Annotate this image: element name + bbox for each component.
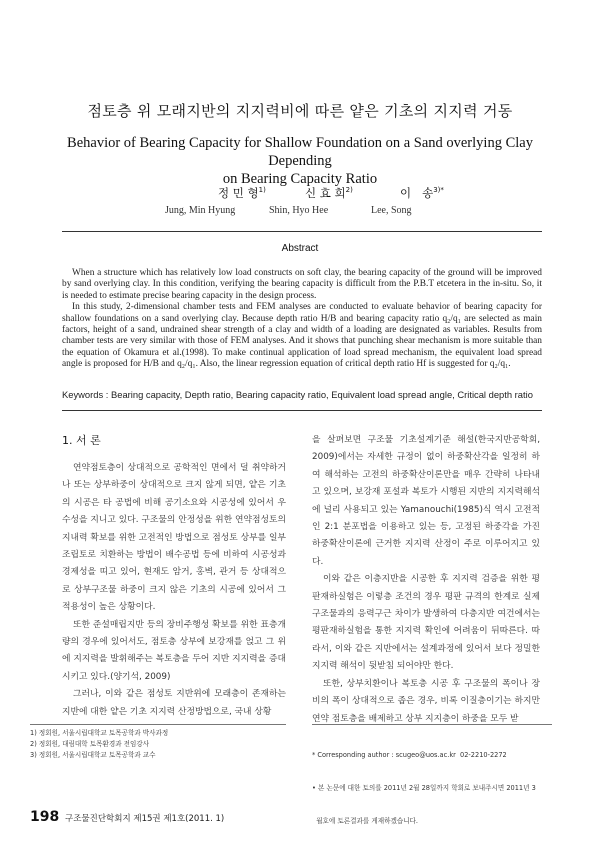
body-paragraph: 또한, 상부치환이나 복토층 시공 후 구조물의 폭이나 장비의 폭이 상대적으로 좁은 경우, 비록 이질층이기는 하지만 연약 점토층을 배제하고 상부 지지층이 하중을 모두 받 xyxy=(312,678,540,724)
footnote-rule-left xyxy=(30,724,286,725)
author-1-korean: 정 민 형$^{1)}$ xyxy=(218,186,266,200)
body-paragraph: 연약점토층이 상대적으로 공학적인 면에서 덜 취약하거나 또는 상부하중이 상대적으로 크지 않게 되면, 얕은 기초의 시공은 타 공법에 비해 공기소요와 시공성에 있어서 우수성을 지니고 있다. 구조물의 안정성을 위한 연약점성토의 지내력 확보를 위한 고전적인 방법으로 점성토 상부를 일부 조립토로 치환하는 방법이 배수공법 등에 비하여 시공성과 경제성을 띠고 있어, 현재도 암거, 홍벽, 관거 등 상대적으로 상부구조물 하중이 크지 않은 기초의 시공에 있어서 그 적용성이 높은 상황이다. xyxy=(62,463,286,613)
page-number: 198 xyxy=(30,809,60,825)
footnote-item: * Corresponding author : scugeo@uos.ac.kr 02-2210-2272 xyxy=(312,751,507,759)
body-right-column xyxy=(312,432,540,728)
abstract-paragraph-1: When a structure which has relatively low load constructs on soft clay, the bearing capacity of the ground will be improved by sand overlying clay. In this condition, verifying the bearing capacity is difficult from the P.B.T etcetera in the in-situ. So, it is needed to estimate precise bearing capacity in the design process. xyxy=(62,268,542,301)
author-2-korean: 신 효 희$^{2)}$ xyxy=(305,186,353,200)
body-left-column xyxy=(62,460,286,721)
footnote-item: • 본 논문에 대한 토의를 2011년 2월 28일까지 학회로 보내주시면 2011년 3 xyxy=(312,784,536,792)
title-en-line-2: on Bearing Capacity Ratio xyxy=(222,171,378,187)
author-1-english: Jung, Min Hyung xyxy=(165,205,236,216)
title-en-line-1: Behavior of Bearing Capacity for Shallow Foundation on a Sand overlying Clay Depending xyxy=(67,135,533,169)
footnote-item: 3) 정회원, 서울시립대학교 토목공학과 교수 xyxy=(30,751,156,759)
abstract-paragraph-2: In this study, 2-dimensional chamber tests and FEM analyses are conducted to evaluate behavior of bearing capacity for shallow foundations on a sand overlying clay. Because depth ratio H/B and bearing capacity ratio q₂/q₁ are selected as main factors, height of a sand, undrained shear strength of a clay and width of a loading are designated as variables. Results from chamber tests are very similar with those of FEM analyses. And it shows that punching shear mechanism is more suitable than the equation of Okamura et al.(1998). To make continual application of load spread mechanism, the equivalent load spread angle is proposed for H/B and q₂/q₁. Also, the linear regression equation of critical depth ratio Hf is suggested for q₂/q₁. xyxy=(62,302,542,370)
author-3-korean: 이 송$^{3)*}$ xyxy=(400,186,444,200)
footnotes-right xyxy=(312,728,552,838)
abstract-body xyxy=(62,268,542,371)
keywords-list: : Bearing capacity, Depth ratio, Bearing capacity ratio, Equivalent load spread angle, Critical depth ratio xyxy=(103,389,533,400)
paper-title-korean: 점토층 위 모래지반의 지지력비에 따른 얕은 기초의 지지력 거동 xyxy=(87,102,513,120)
footnote-item: 1) 정회원, 서울시립대학교 토목공학과 박사과정 xyxy=(30,729,169,737)
keywords-label: Keywords xyxy=(62,389,104,400)
keywords-line xyxy=(62,389,542,400)
footnotes-left xyxy=(30,728,286,761)
body-paragraph: 을 살펴보면 구조물 기초설계기준 해설(한국지반공학회, 2009)에서는 자세한 규정이 없이 하중확산각을 일정히 하여 해석하는 고전의 하중확산이론만을 매우 간략히 나타내고 있으며, 보강재 포설과 복토가 시행된 지반의 지지력해석에 널리 사용되고 있는 Yamanouchi(1985)식 역시 고전적인 2:1 분포법을 이용하고 있는 등, 고정된 하중각을 가진 하중확산이론에 근거한 지지력 산정이 주로 이루어지고 있다. xyxy=(312,435,540,567)
footnote-item: 2) 정회원, 대림대학 토목환경과 전임강사 xyxy=(30,740,150,748)
author-3-english: Lee, Song xyxy=(371,205,412,216)
abstract-heading: Abstract xyxy=(281,243,319,254)
body-paragraph: 이와 같은 이층지반을 시공한 후 지지력 검증을 위한 평판재하실험은 이렇층 조건의 경우 평판 규격의 한계로 실제 구조물과의 응력구근 차이가 발생하여 다층지반 여건에서는 평판재하실험을 통한 지지력 확인에 어려움이 뒤따른다. 따라서, 이와 같은 지반에서는 설계과정에 있어서 보다 정밀한 지지력 해석이 뒷받침 되어야만 한다. xyxy=(312,574,540,672)
section-heading-introduction: 1. 서 론 xyxy=(62,434,101,447)
author-2-english: Shin, Hyo Hee xyxy=(269,205,329,216)
footnote-item: 월호에 토론결과를 게재하겠습니다. xyxy=(312,817,419,825)
body-paragraph: 그러나, 이와 같은 점성토 지반위에 모래층이 존재하는 지반에 대한 얕은 기초 지지력 산정방법으로, 국내 상황 xyxy=(62,689,286,717)
abstract-top-rule xyxy=(62,231,542,232)
body-paragraph: 또한 준설매립지반 등의 장비주행성 확보를 위한 표층개량의 경우에 있어서도, 점토층 상부에 보강재를 얹고 그 위에 지지력을 발휘해주는 복토층을 두어 지반 지지력을 증대시키고 있다.(양기석, 2009) xyxy=(62,619,286,682)
abstract-bottom-rule xyxy=(62,410,542,411)
journal-citation: 구조물진단학회지 제15권 제1호(2011. 1) xyxy=(65,814,225,824)
paper-title-english xyxy=(40,134,560,188)
footnote-rule-right xyxy=(312,724,552,725)
